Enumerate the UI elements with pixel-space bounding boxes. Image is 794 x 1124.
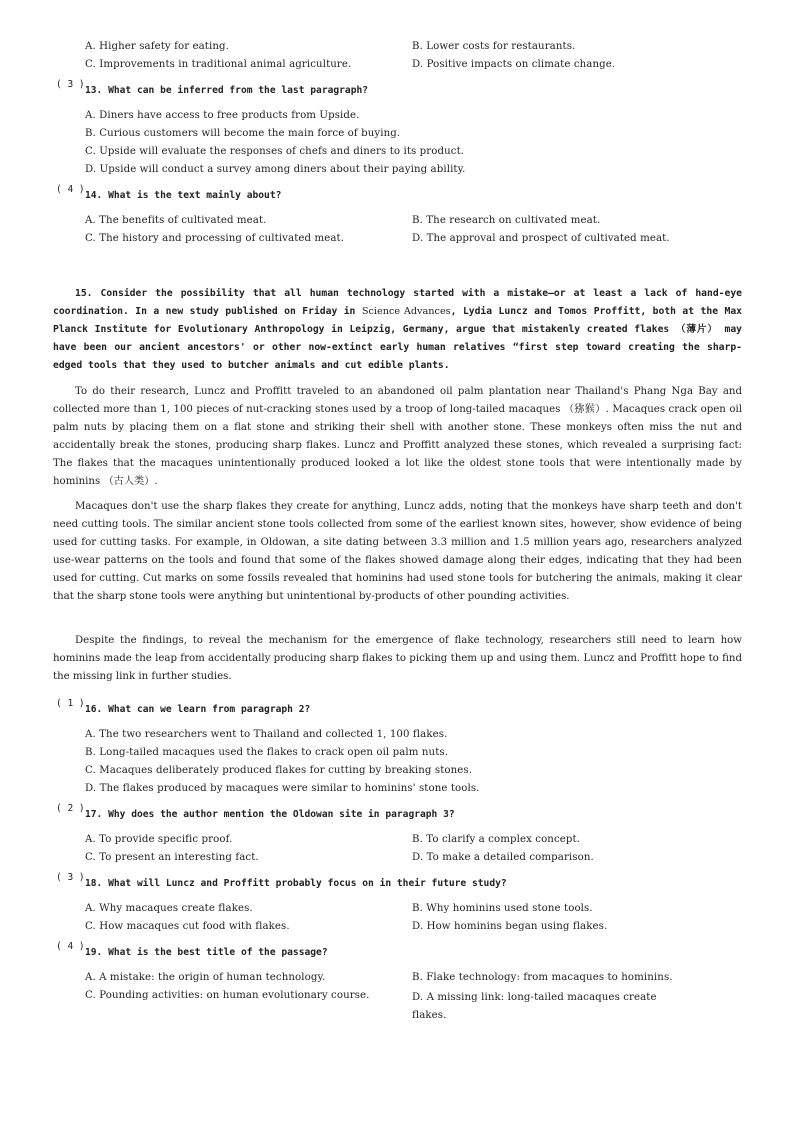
passage-intro-part2: , Lydia Luncz and Tomos Proffitt, both at the Max Planck Institute for Evolutionary Anthropology in Leipzig, Germany, argue that mistakenly created flakes （薄片） may have been our ancient ancestors' or other now-extinct early human relatives “first step toward creating the sharp-edged tools that they used to butcher animals and cut edible plants. bbox=[53, 306, 742, 371]
q12-option-a[interactable]: A. Higher safety for eating. bbox=[85, 41, 229, 52]
passage-paragraph-2 bbox=[53, 383, 742, 491]
paragraph-2-text: To do their research, Luncz and Proffitt traveled to an abandoned oil palm plantation near Thailand's Phang Nga Bay and collected more than 1, 100 pieces of nut-cracking stones used by a troop of long-tailed macaques （猕猴）. Macaques crack open oil palm nuts by placing them on a flat stone and striking their shell with another stone. These monkeys often miss the nut and accidentally break the stones, producing sharp flakes. Luncz and Proffitt analyzed these stones, which revealed a surprising fact: The flakes that the macaques unintentionally produced looked a lot like the oldest stone tools that were intentionally made by hominins （古人类）. bbox=[53, 386, 742, 487]
passage-paragraph-3 bbox=[53, 498, 742, 606]
q12-option-b[interactable]: B. Lower costs for restaurants. bbox=[412, 41, 576, 52]
q18-option-a[interactable]: A. Why macaques create flakes. bbox=[85, 903, 253, 914]
journal-name: Science Advances bbox=[361, 306, 451, 317]
paragraph-3-text: Macaques don't use the sharp flakes they create for anything, Luncz adds, noting that the monkeys have sharp teeth and don't need cutting tools. The similar ancient stone tools collected from some of the earliest known sites, however, show evidence of being used for cutting tasks. For example, in Oldowan, a site dating between 3.3 million and 1.5 million years ago, researchers analyzed use-wear patterns on the tools and found that some of the flakes showed damage along their edges, indicating that they had been used for cutting. Cut marks on some fossils revealed that hominins had used stone tools for butchering the animals, making it clear that the sharp stone tools were anything but unintentional by-products of other pounding activities. bbox=[53, 501, 742, 602]
q16-option-a[interactable]: A. The two researchers went to Thailand and collected 1, 100 flakes. bbox=[85, 729, 448, 740]
q18-option-b[interactable]: B. Why hominins used stone tools. bbox=[412, 903, 593, 914]
q14-option-c[interactable]: C. The history and processing of cultivated meat. bbox=[85, 233, 345, 244]
q17-option-b[interactable]: B. To clarify a complex concept. bbox=[412, 834, 581, 845]
q18-option-d[interactable]: D. How hominins began using flakes. bbox=[412, 921, 608, 932]
q19-question: 19. What is the best title of the passage? bbox=[85, 947, 328, 958]
q17-marker: ( 2 ) bbox=[56, 803, 85, 814]
q17-option-d[interactable]: D. To make a detailed comparison. bbox=[412, 852, 594, 863]
q18-question: 18. What will Luncz and Proffitt probably focus on in their future study? bbox=[85, 878, 507, 889]
q17-question: 17. Why does the author mention the Oldowan site in paragraph 3? bbox=[85, 809, 455, 820]
q16-option-c[interactable]: C. Macaques deliberately produced flakes for cutting by breaking stones. bbox=[85, 765, 473, 776]
q19-option-c[interactable]: C. Pounding activities: on human evolutionary course. bbox=[85, 990, 370, 1001]
q14-option-b[interactable]: B. The research on cultivated meat. bbox=[412, 215, 601, 226]
paragraph-4-text: Despite the findings, to reveal the mechanism for the emergence of flake technology, researchers still need to learn how hominins made the leap from accidentally producing sharp flakes to picking them up and using them. Luncz and Proffitt hope to find the missing link in further studies. bbox=[53, 635, 742, 682]
q13-marker: ( 3 ) bbox=[56, 79, 85, 90]
q18-marker: ( 3 ) bbox=[56, 872, 85, 883]
q13-question: 13. What can be inferred from the last paragraph? bbox=[85, 85, 369, 96]
q14-question: 14. What is the text mainly about? bbox=[85, 190, 282, 201]
q19-option-a[interactable]: A. A mistake: the origin of human technology. bbox=[85, 972, 326, 983]
q19-marker: ( 4 ) bbox=[56, 941, 85, 952]
q19-option-d[interactable] bbox=[412, 989, 702, 1025]
q17-option-c[interactable]: C. To present an interesting fact. bbox=[85, 852, 259, 863]
q16-marker: ( 1 ) bbox=[56, 698, 85, 709]
q19-option-d-text: D. A missing link: long-tailed macaques create flakes. bbox=[412, 992, 657, 1021]
q13-option-c[interactable]: C. Upside will evaluate the responses of chefs and diners to its product. bbox=[85, 146, 465, 157]
q13-option-a[interactable]: A. Diners have access to free products from Upside. bbox=[85, 110, 360, 121]
q19-option-b[interactable]: B. Flake technology: from macaques to hominins. bbox=[412, 972, 673, 983]
q16-option-b[interactable]: B. Long-tailed macaques used the flakes to crack open oil palm nuts. bbox=[85, 747, 449, 758]
q14-option-d[interactable]: D. The approval and prospect of cultivated meat. bbox=[412, 233, 670, 244]
q14-marker: ( 4 ) bbox=[56, 184, 85, 195]
q13-option-b[interactable]: B. Curious customers will become the main force of buying. bbox=[85, 128, 401, 139]
q12-option-d[interactable]: D. Positive impacts on climate change. bbox=[412, 59, 616, 70]
passage-intro-part1: 15. Consider the possibility that all human technology started with a mistake—or at least a lack of hand-eye coordination. In a new study published on Friday in bbox=[53, 288, 742, 317]
q16-question: 16. What can we learn from paragraph 2? bbox=[85, 704, 311, 715]
passage-intro bbox=[53, 285, 742, 375]
q17-option-a[interactable]: A. To provide specific proof. bbox=[85, 834, 233, 845]
q16-option-d[interactable]: D. The flakes produced by macaques were similar to hominins' stone tools. bbox=[85, 783, 480, 794]
q12-option-c[interactable]: C. Improvements in traditional animal agriculture. bbox=[85, 59, 352, 70]
passage-paragraph-4 bbox=[53, 632, 742, 686]
q13-option-d[interactable]: D. Upside will conduct a survey among diners about their paying ability. bbox=[85, 164, 466, 175]
q14-option-a[interactable]: A. The benefits of cultivated meat. bbox=[85, 215, 267, 226]
q18-option-c[interactable]: C. How macaques cut food with flakes. bbox=[85, 921, 290, 932]
